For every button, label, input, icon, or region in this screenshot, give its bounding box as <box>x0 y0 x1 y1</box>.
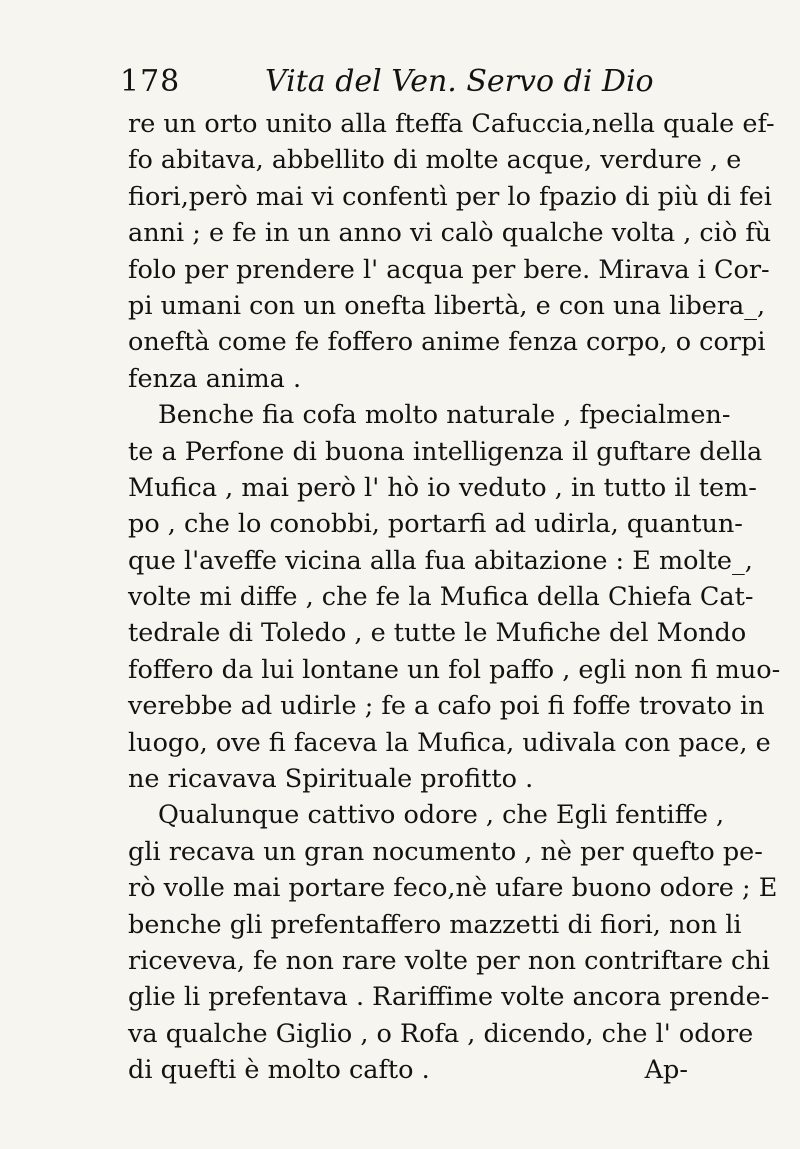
text-line: va qualche Giglio , o Rofa , dicendo, che l' odore <box>128 1018 754 1049</box>
text-line-with-catchword <box>128 1052 698 1088</box>
body-text <box>128 106 781 1089</box>
text-line: anni ; e fe in un anno vi calò qualche volta , ciò fù <box>128 218 772 249</box>
text-line: re un orto unito alla fteffa Cafuccia,nella quale ef- <box>128 109 775 139</box>
text-line: Benche fia cofa molto naturale , fpecialmen- <box>158 400 731 431</box>
catchword: Ap- <box>644 1055 688 1086</box>
text-line: luogo, ove fi faceva la Mufica, udivala con pace, e <box>128 727 771 758</box>
text-line: foffero da lui lontane un fol paffo , egli non fi muo- <box>128 654 781 685</box>
text-line: riceveva, fe non rare volte per non contriftare chi <box>128 945 770 976</box>
text-line: volte mi diffe , che fe la Mufica della Chiefa Cat- <box>128 582 754 613</box>
text-line: fiori,però mai vi confentì per lo fpazio di più di fei <box>128 181 772 212</box>
text-line: folo per prendere l' acqua per bere. Mirava i Cor- <box>128 254 770 285</box>
text-line: Mufica , mai però l' hò io veduto , in tutto il tem- <box>128 472 757 503</box>
text-line: glie li prefentava . Rariffime volte ancora prende- <box>128 982 770 1013</box>
text-line: oneftà come fe foffero anime fenza corpo, o corpi <box>128 327 766 358</box>
text-line: gli recava un gran nocumento , nè per quefto pe- <box>128 836 763 867</box>
page-header <box>120 64 680 104</box>
text-line-content: di quefti è molto cafto . <box>128 1055 430 1086</box>
text-line: Qualunque cattivo odore , che Egli fentiffe , <box>158 800 725 831</box>
text-line: te a Perfone di buona intelligenza il guftare della <box>128 436 763 467</box>
text-line: benche gli prefentaffero mazzetti di fiori, non li <box>128 909 742 940</box>
text-line: pi umani con un onefta libertà, e con una libera_, <box>128 290 766 321</box>
text-line: verebbe ad udirle ; fe a cafo poi fi foffe trovato in <box>128 691 765 722</box>
text-line: fenza anima . <box>128 363 302 394</box>
text-line: ne ricavava Spirituale profitto . <box>128 764 534 795</box>
text-line: po , che lo conobbi, portarfi ad udirla, quantun- <box>128 509 743 540</box>
page-number: 178 <box>120 64 181 99</box>
text-line: tedrale di Toledo , e tutte le Mufiche del Mondo <box>128 618 747 649</box>
text-line: fo abitava, abbellito di molte acque, verdure , e <box>128 145 742 176</box>
text-line: rò volle mai portare feco,nè ufare buono odore ; E <box>128 873 778 904</box>
text-line: que l'aveffe vicina alla fua abitazione : E molte_, <box>128 545 753 576</box>
running-head: Vita del Ven. Servo di Dio <box>265 64 654 99</box>
